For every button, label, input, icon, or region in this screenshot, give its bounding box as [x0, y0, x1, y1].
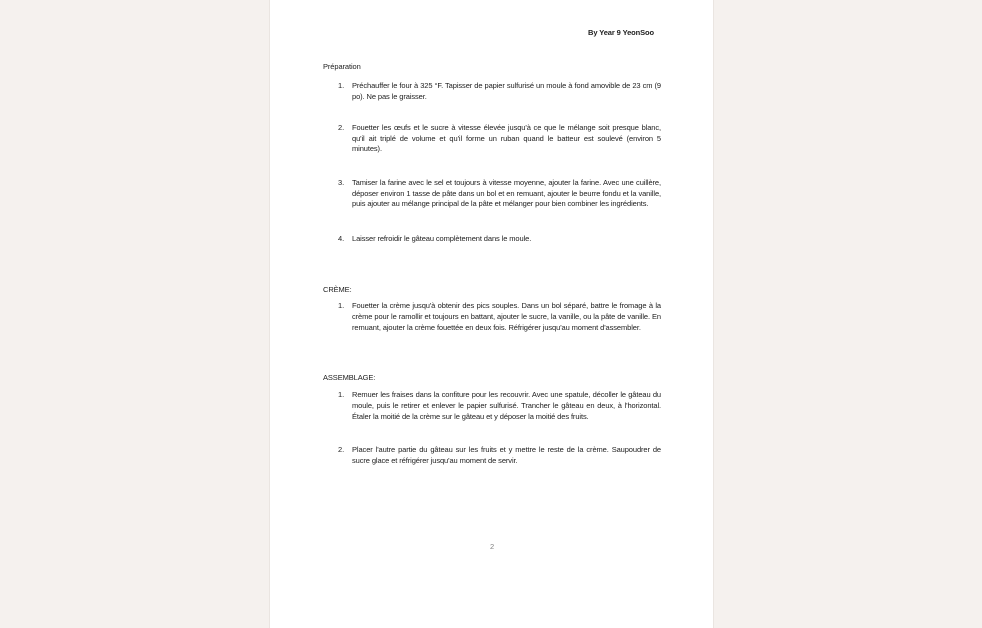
list-item-number: 1.	[338, 301, 345, 311]
list-item	[323, 81, 661, 102]
list-item-text: Laisser refroidir le gâteau complètement dans le moule.	[352, 234, 532, 244]
list-item	[323, 390, 661, 422]
list-item-text: Préchauffer le four à 325 °F. Tapisser de papier sulfurisé un moule à fond amovible de 23 cm (9 po). Ne pas le graisser.	[352, 81, 661, 102]
page-content	[323, 0, 661, 552]
document-page[interactable]	[269, 0, 714, 628]
section-heading-assemblage: ASSEMBLAGE:	[323, 372, 376, 382]
list-item-number: 2.	[338, 122, 345, 132]
section-heading-preparation: Préparation	[323, 61, 361, 71]
list-item-number: 3.	[338, 177, 345, 187]
list-item-text: Fouetter les œufs et le sucre à vitesse élevée jusqu'à ce que le mélange soit presque blanc, qu'il ait triplé de volume et qu'il forme un ruban quand le batteur est soulevé (environ 5 minutes).	[352, 122, 661, 154]
list-item-text: Fouetter la crème jusqu'à obtenir des pics souples. Dans un bol séparé, battre le fromage à la crème pour le ramollir et toujours en battant, ajouter le sucre, la vanille, ou la pâte de vanille. En remuant, ajouter la crème fouettée en deux fois. Réfrigérer jusqu'au moment d'assembler.	[352, 301, 661, 332]
list-item-text: Remuer les fraises dans la confiture pour les recouvrir. Avec une spatule, décoller le gâteau du moule, puis le retirer et enlever le papier sulfurisé. Trancher le gâteau en deux, à l'horizontal. Étaler la moitié de la crème sur le gâteau et y déposer la moitié des fruits.	[352, 390, 661, 421]
list-item	[323, 178, 661, 210]
list-item-number: 1.	[338, 390, 345, 400]
list-item-text: Tamiser la farine avec le sel et toujours à vitesse moyenne, ajouter la farine. Avec une cuillère, déposer environ 1 tasse de pâte dans un bol et en remuant, ajouter le beurre fondu et la vanille, puis ajouter au mélange principal de la pâte et mélanger pour bien combiner les ingrédients.	[352, 177, 661, 209]
list-item	[323, 445, 661, 466]
list-item	[323, 234, 661, 245]
list-item	[323, 123, 661, 155]
page-number: 2	[489, 541, 495, 551]
list-item	[323, 301, 661, 333]
list-item-text: Placer l'autre partie du gâteau sur les fruits et y mettre le reste de la crème. Saupoudrer de sucre glace et réfrigérer jusqu'au moment de servir.	[352, 445, 661, 466]
list-item-number: 1.	[338, 81, 345, 91]
list-item-number: 2.	[338, 445, 345, 455]
list-item-number: 4.	[338, 234, 345, 244]
section-heading-creme: CRÈME:	[323, 284, 352, 294]
byline: By Year 9 YeonSoo	[588, 28, 654, 37]
